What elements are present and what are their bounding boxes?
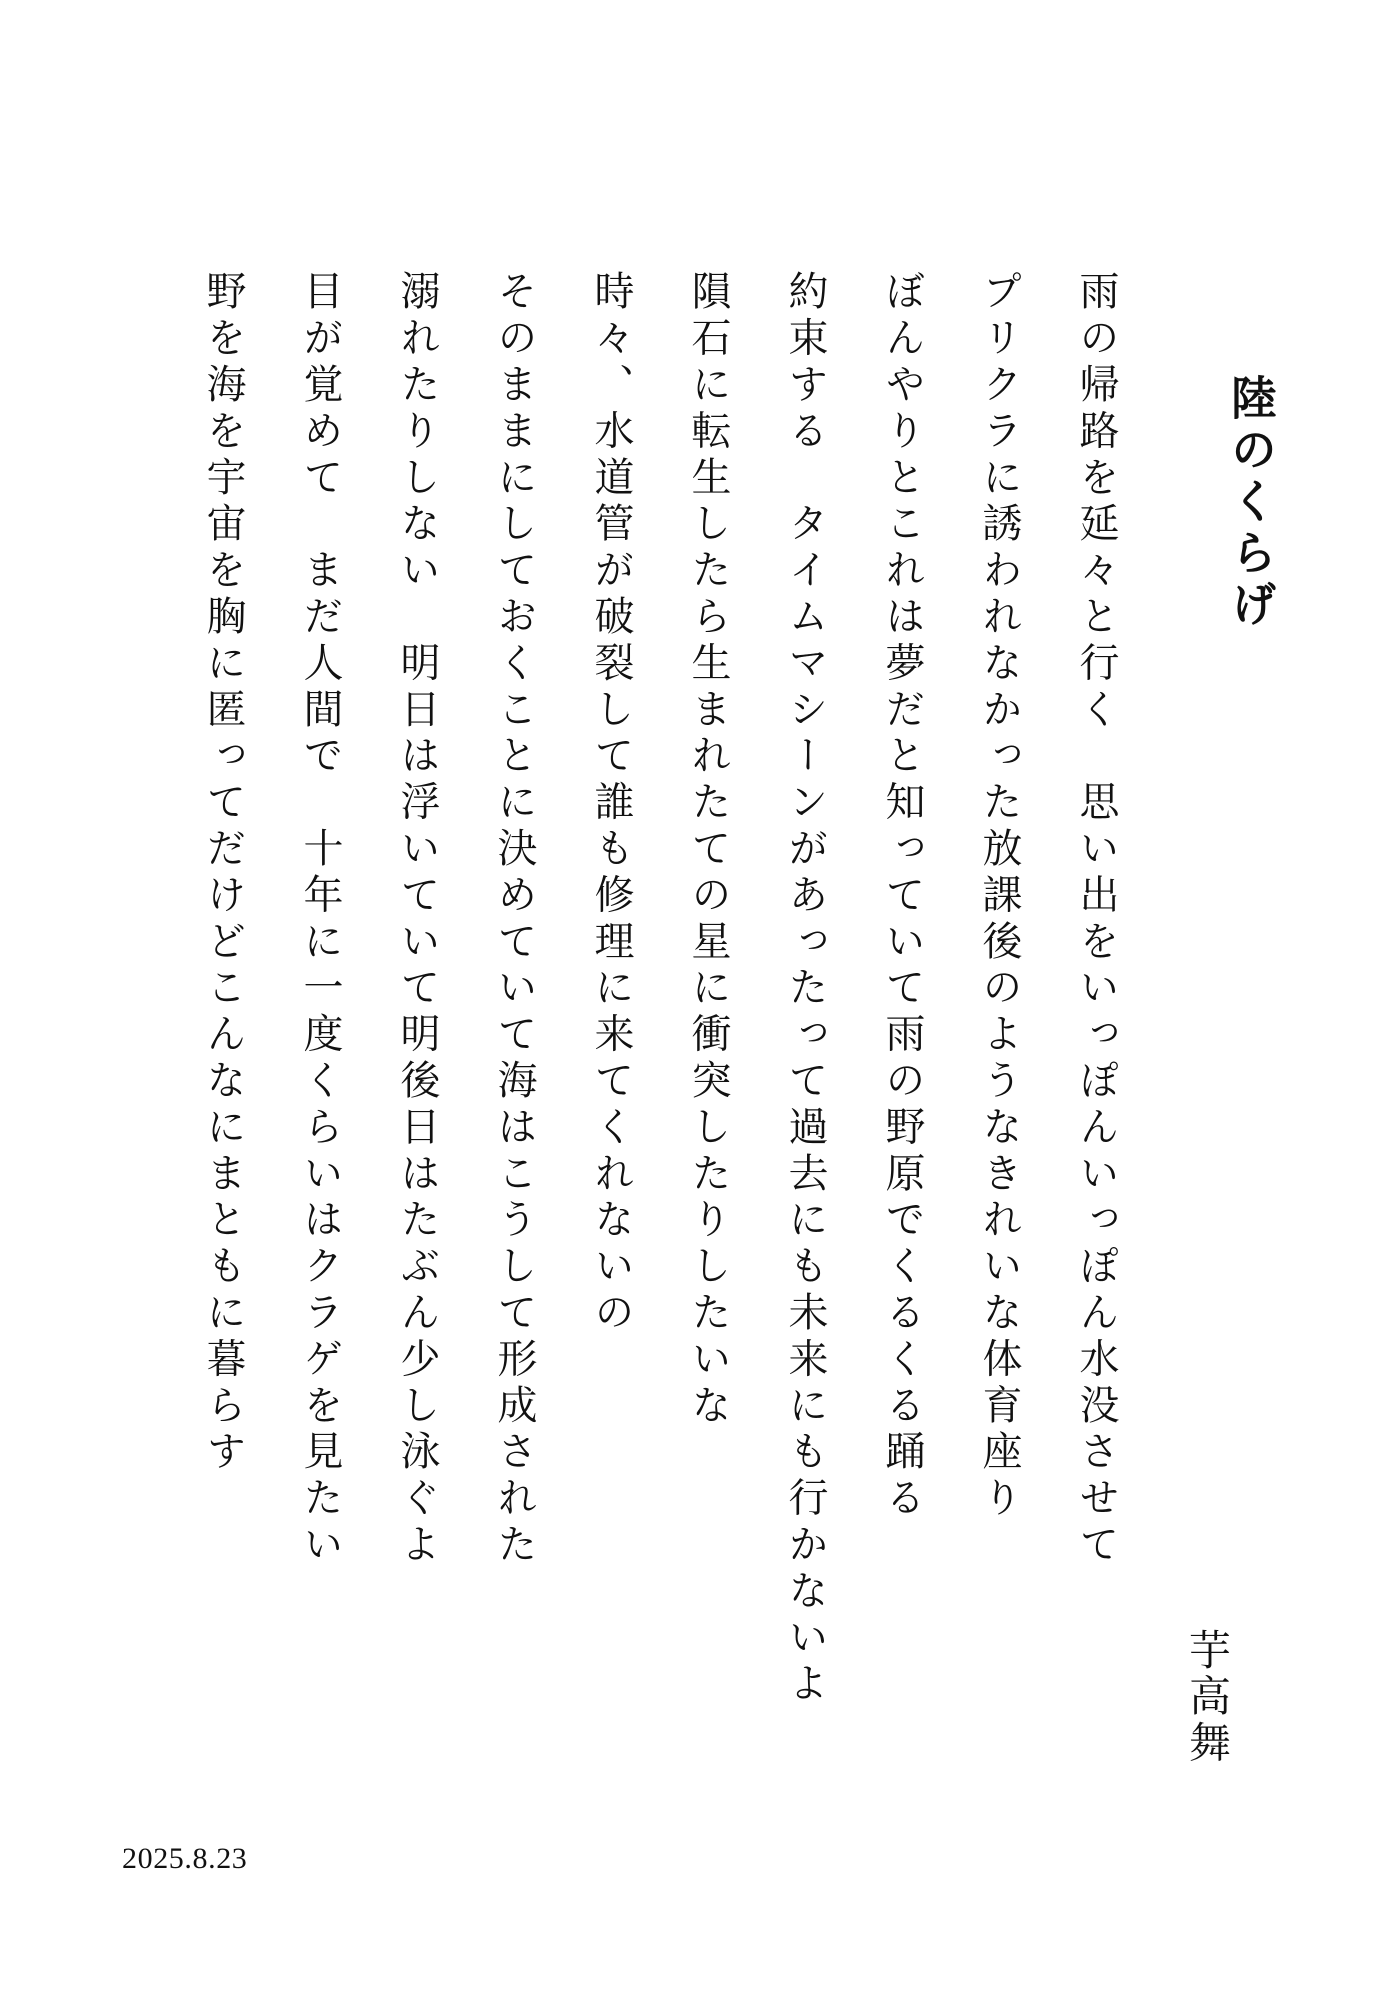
poem-line-9: 目が覚めて まだ人間で 十年に一度くらいはクラゲを見たい xyxy=(297,270,343,1570)
poem-date: 2025.8.23 xyxy=(122,1842,248,1875)
poem-line-4: 約束する タイムマシーンがあったって過去にも未来にも行かないよ xyxy=(782,270,828,1709)
poem-title: 陸のくらげ xyxy=(1224,374,1278,632)
poem-line-7: そのままにしておくことに決めていて海はこうして形成された xyxy=(491,270,537,1570)
poem-line-5: 隕石に転生したら生まれたての星に衝突したりしたいな xyxy=(685,270,731,1430)
poem-line-1: 雨の帰路を延々と行く 思い出をいっぽんいっぽん水没させて xyxy=(1073,270,1119,1570)
poem-line-2: プリクラに誘われなかった放課後のようなきれいな体育座り xyxy=(976,270,1022,1523)
poem-line-3: ぼんやりとこれは夢だと知っていて雨の野原でくるくる踊る xyxy=(879,270,925,1523)
author-name: 芋高舞 xyxy=(1183,1628,1232,1767)
poem-line-10: 野を海を宇宙を胸に匿ってだけどこんなにまともに暮らす xyxy=(200,270,246,1477)
poem-line-6: 時々、水道管が破裂して誰も修理に来てくれないの xyxy=(588,270,634,1338)
poem-line-8: 溺れたりしない 明日は浮いていて明後日はたぶん少し泳ぐよ xyxy=(394,270,440,1570)
